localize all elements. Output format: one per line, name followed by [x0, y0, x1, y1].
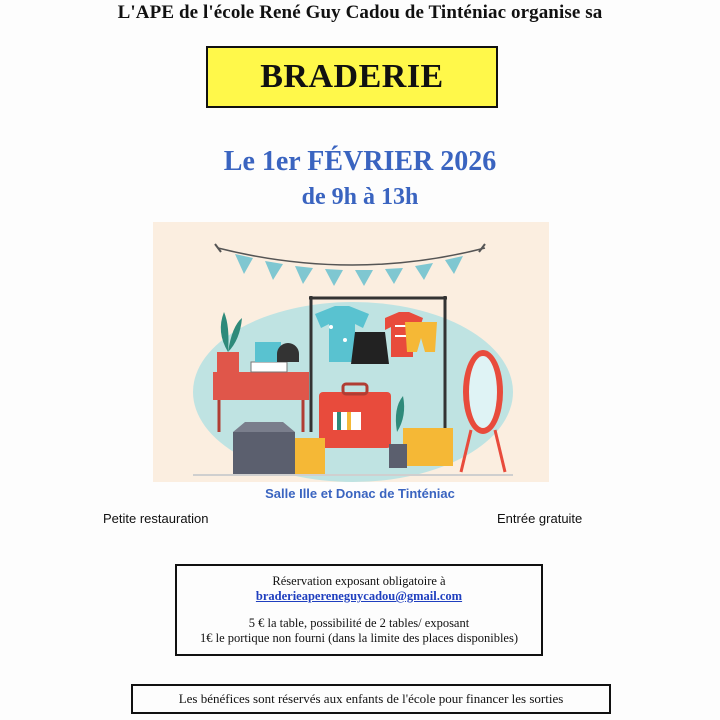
- table-price-line: 5 € la table, possibilité de 2 tables/ exposant: [248, 616, 470, 630]
- event-date: Le 1er FÉVRIER 2026: [223, 146, 497, 177]
- event-title: BRADERIE: [260, 58, 444, 95]
- entry-note: Entrée gratuite: [497, 511, 583, 526]
- suitcase-icon: [319, 384, 391, 448]
- garage-sale-illustration: [153, 222, 549, 482]
- rack-price-line: 1€ le portique non fourni (dans la limite des places disponibles): [200, 631, 518, 645]
- reservation-box: [175, 564, 543, 656]
- floor-line: [193, 474, 513, 476]
- title-box: [206, 46, 498, 108]
- intro-text: L'APE de l'école René Guy Cadou de Tinténiac organise sa: [117, 2, 603, 23]
- food-note: Petite restauration: [103, 511, 209, 526]
- benefits-box: Les bénéfices sont réservés aux enfants de l'école pour financer les sorties: [131, 684, 611, 714]
- event-hours: de 9h à 13h: [301, 184, 419, 210]
- reservation-email-link[interactable]: braderieapereneguycadou@gmail.com: [255, 589, 463, 603]
- venue-text: Salle Ille et Donac de Tinténiac: [265, 486, 455, 501]
- reservation-line: Réservation exposant obligatoire à: [272, 574, 446, 588]
